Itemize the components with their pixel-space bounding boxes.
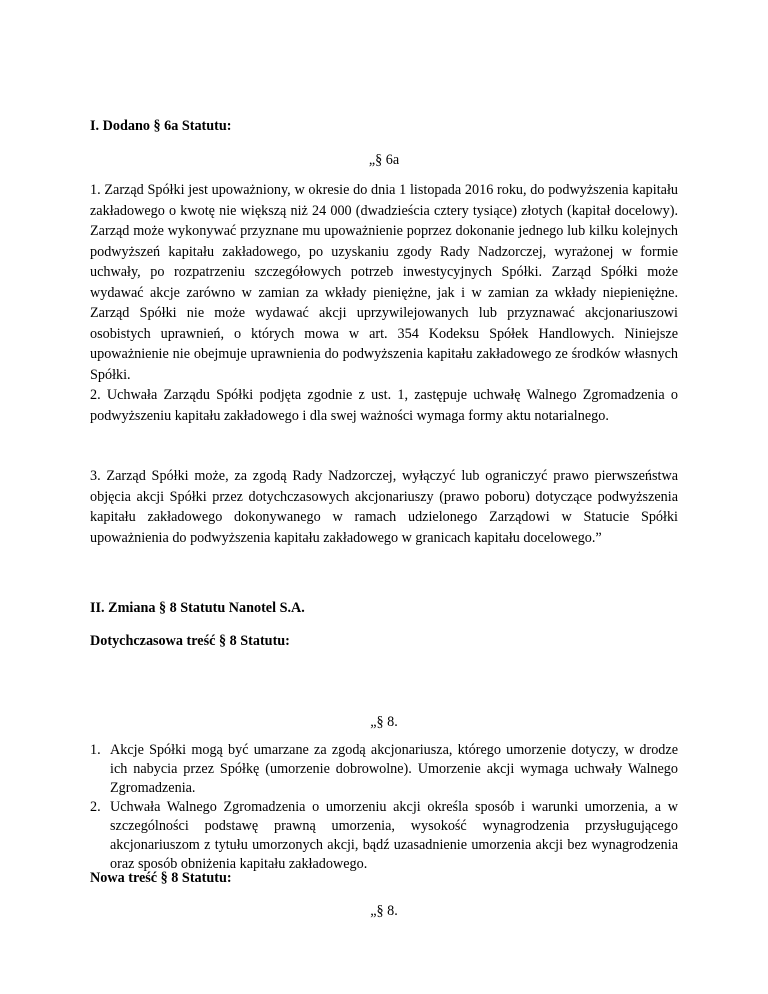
- list-item-text: Akcje Spółki mogą być umarzane za zgodą akcjonariusza, którego umorzenie dotyczy, w drodze ich nabycia przez Spółkę (umorzenie dobrowolne). Umorzenie akcji wymaga uchwały Walnego Zgromadzenia.: [110, 742, 678, 796]
- new-paragraph-mark: „§ 8.: [370, 903, 398, 919]
- old-content-label: Dotychczasowa treść § 8 Statutu:: [90, 633, 290, 649]
- list-item-number: 1.: [90, 742, 101, 758]
- section-1-paragraph-2: 2. Uchwała Zarządu Spółki podjęta zgodnie z ust. 1, zastępuje uchwałę Walnego Zgromadzenia o podwyższeniu kapitału zakładowego i dla swej ważności wymaga formy aktu notarialnego.: [90, 387, 678, 424]
- section-1-paragraph-mark: „§ 6a: [368, 152, 400, 168]
- section-2-heading: II. Zmiana § 8 Statutu Nanotel S.A.: [90, 600, 305, 616]
- old-content-list: [90, 741, 678, 874]
- section-1-paragraph-3: 3. Zarząd Spółki może, za zgodą Rady Nadzorczej, wyłączyć lub ograniczyć prawo pierwszeństwa objęcia akcji Spółki przez dotychczasowych akcjonariuszy (prawo poboru) dotyczące podwyższenia kapitału zakładowego dokonywanego w ramach udzielonego Zarządowi w Statucie Spółki upoważnienia do podwyższenia kapitału zakładowego w granicach kapitału docelowego.”: [90, 468, 678, 546]
- list-item-number: 2.: [90, 799, 101, 815]
- section-1-heading: I. Dodano § 6a Statutu:: [90, 118, 232, 134]
- old-paragraph-mark: „§ 8.: [370, 714, 398, 730]
- list-item: [90, 741, 678, 798]
- list-item-text: Uchwała Walnego Zgromadzenia o umorzeniu akcji określa sposób i warunki umorzenia, a w szczególności podstawę prawną umorzenia, wysokość wynagrodzenia przysługującego akcjonariuszom z tytułu umorzonych akcji, bądź uzasadnienie umorzenia akcji bez wynagrodzenia oraz sposób obniżenia kapitału zakładowego.: [110, 799, 678, 872]
- new-content-label: Nowa treść § 8 Statutu:: [90, 870, 232, 886]
- list-item: [90, 798, 678, 874]
- section-1-paragraph-1: 1. Zarząd Spółki jest upoważniony, w okresie do dnia 1 listopada 2016 roku, do podwyższenia kapitału zakładowego o kwotę nie większą niż 24 000 (dwadzieścia cztery tysiące) złotych (kapitał docelowy). Zarząd może wykonywać przyznane mu upoważnienie poprzez dokonanie jednego lub kilku kolejnych podwyższeń kapitału zakładowego, po uzyskaniu zgody Rady Nadzorczej, wyrażonej w formie uchwały, po rozpatrzeniu szczegółowych potrzeb inwestycyjnych Spółki. Zarząd Spółki może wydawać akcje zarówno w zamian za wkłady pieniężne, jak i w zamian za wkłady niepieniężne. Zarząd Spółki nie może wydawać akcji uprzywilejowanych lub przyznawać akcjonariuszowi osobistych uprawnień, o których mowa w art. 354 Kodeksu Spółek Handlowych. Niniejsze upoważnienie nie obejmuje uprawnienia do podwyższenia kapitału zakładowego ze środków własnych Spółki.: [90, 182, 678, 383]
